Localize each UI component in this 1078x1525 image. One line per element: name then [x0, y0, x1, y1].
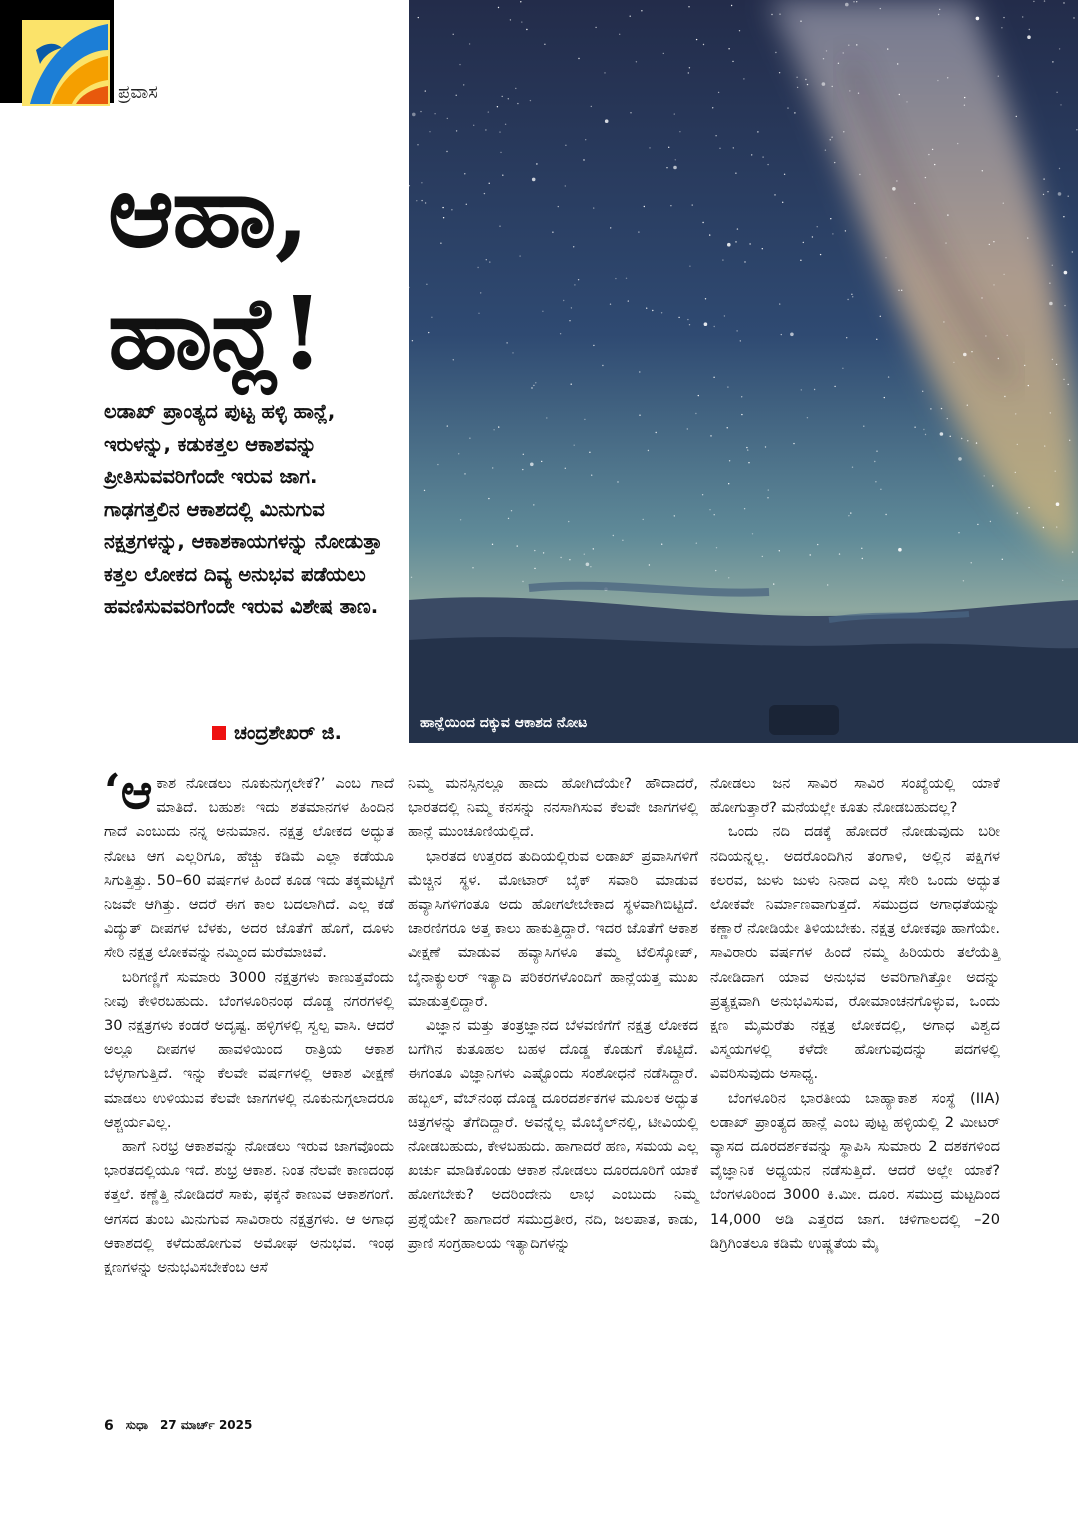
page-number: 6 — [104, 1418, 114, 1434]
drop-cap: ‘ಆ — [104, 764, 153, 820]
article-column-2 — [408, 772, 698, 1256]
paragraph: ಬೆಂಗಳೂರಿನ ಭಾರತೀಯ ಬಾಹ್ಯಾಕಾಶ ಸಂಸ್ಥೆ (IIA) ಲಡಾಖ್ ಪ್ರಾಂತ್ಯದ ಹಾನ್ಲೆ ಎಂಬ ಪುಟ್ಟ ಹಳ್ಳಿಯಲ್ಲಿ 2 ಮೀಟರ್ ವ್ಯಾಸದ ದೂರದರ್ಶಕವನ್ನು ಸ್ಥಾಪಿಸಿ ಸುಮಾರು 2 ದಶಕಗಳಿಂದ ವೈಜ್ಞಾನಿಕ ಅಧ್ಯಯನ ನಡೆಸುತ್ತಿದೆ. ಆದರೆ ಅಲ್ಲೇ ಯಾಕೆ? ಬೆಂಗಳೂರಿಂದ 3000 ಕಿ.ಮೀ. ದೂರ. ಸಮುದ್ರ ಮಟ್ಟದಿಂದ 14,000 ಅಡಿ ಎತ್ತರದ ಜಾಗ. ಚಳಿಗಾಲದಲ್ಲಿ –20 ಡಿಗ್ರಿಗಿಂತಲೂ ಕಡಿಮೆ ಉಷ್ಣತೆಯ ಮೈ — [710, 1089, 1000, 1252]
author-name: ಚಂದ್ರಶೇಖರ್ ಜಿ. — [234, 722, 342, 744]
issue-date: 27 ಮಾರ್ಚ್ 2025 — [159, 1418, 253, 1432]
magazine-logo — [22, 20, 110, 106]
intro-paragraph: ಲಡಾಖ್ ಪ್ರಾಂತ್ಯದ ಪುಟ್ಟ ಹಳ್ಳಿ ಹಾನ್ಲೆ, ಇರುಳನ್ನು, ಕಡುಕತ್ತಲ ಆಕಾಶವನ್ನು ಪ್ರೀತಿಸುವವರಿಗೆಂದೇ ಇರುವ ಜಾಗ. ಗಾಢಗತ್ತಲಿನ ಆಕಾಶದಲ್ಲಿ ಮಿನುಗುವ ನಕ್ಷತ್ರಗಳನ್ನು, ಆಕಾಶಕಾಯಗಳನ್ನು ನೋಡುತ್ತಾ ಕತ್ತಲ ಲೋಕದ ದಿವ್ಯ ಅನುಭವ ಪಡೆಯಲು ಹವಣಿಸುವವರಿಗೆಂದೇ ಇರುವ ವಿಶೇಷ ತಾಣ. — [104, 400, 383, 618]
paragraph — [104, 764, 394, 966]
paragraph: ವಿಜ್ಞಾನ ಮತ್ತು ತಂತ್ರಜ್ಞಾನದ ಬೆಳವಣಿಗೆಗೆ ನಕ್ಷತ್ರ ಲೋಕದ ಬಗೆಗಿನ ಕುತೂಹಲ ಬಹಳ ದೊಡ್ಡ ಕೊಡುಗೆ ಕೊಟ್ಟಿದೆ. ಈಗಂತೂ ವಿಜ್ಞಾನಿಗಳು ಎಷ್ಟೊಂದು ಸಂಶೋಧನೆ ನಡೆಸಿದ್ದಾರೆ. ಹಬ್ಬಲ್, ವೆಬ್‌ನಂಥ ದೊಡ್ಡ ದೂರದರ್ಶಕಗಳ ಮೂಲಕ ಅದ್ಭುತ ಚಿತ್ರಗಳನ್ನು ತೆಗೆದಿದ್ದಾರೆ. ಅವನ್ನೆಲ್ಲ ಮೊಬೈಲ್‌ನಲ್ಲಿ, ಟೀವಿಯಲ್ಲಿ ನೋಡಬಹುದು, ಕೇಳಬಹುದು. ಹಾಗಾದರೆ ಹಣ, ಸಮಯ ಎಲ್ಲ ಖರ್ಚು ಮಾಡಿಕೊಂಡು ಆಕಾಶ ನೋಡಲು ದೂರದೂರಿಗೆ ಯಾಕೆ ಹೋಗಬೇಕು? ಅದರಿಂದೇನು ಲಾಭ ಎಂಬುದು ನಿಮ್ಮ ಪ್ರಶ್ನೆಯೇ? ಹಾಗಾದರೆ ಸಮುದ್ರತೀರ, ನದಿ, ಜಲಪಾತ, ಕಾಡು, ಪ್ರಾಣಿ ಸಂಗ್ರಹಾಲಯ ಇತ್ಯಾದಿಗಳನ್ನು — [408, 1017, 698, 1252]
paragraph: ಹಾಗೆ ನಿರಭ್ರ ಆಕಾಶವನ್ನು ನೋಡಲು ಇರುವ ಜಾಗವೊಂದು ಭಾರತದಲ್ಲಿಯೂ ಇದೆ. ಶುಭ್ರ ಆಕಾಶ. ನಿಂತ ನೆಲವೇ ಕಾಣದಂಥ ಕತ್ತಲೆ. ಕಣ್ಣೆತ್ತಿ ನೋಡಿದರೆ ಸಾಕು, ಫಕ್ಕನೆ ಕಾಣುವ ಆಕಾಶಗಂಗೆ. ಆಗಸದ ತುಂಬ ಮಿನುಗುವ ಸಾವಿರಾರು ನಕ್ಷತ್ರಗಳು. ಆ ಅಗಾಧ ಆಕಾಶದಲ್ಲಿ ಕಳೆದುಹೋಗುವ ಅಮೋಘ ಅನುಭವ. ಇಂಥ ಕ್ಷಣಗಳನ್ನು ಅನುಭವಿಸಬೇಕೆಂಬ ಆಸೆ — [104, 1138, 394, 1277]
paragraph: ನೋಡಲು ಜನ ಸಾವಿರ ಸಾವಿರ ಸಂಖ್ಯೆಯಲ್ಲಿ ಯಾಕೆ ಹೋಗುತ್ತಾರೆ? ಮನೆಯಲ್ಲೇ ಕೂತು ನೋಡಬಹುದಲ್ಲ? — [710, 775, 1000, 817]
byline-marker — [212, 726, 226, 740]
paragraph: ಬರಿಗಣ್ಣಿಗೆ ಸುಮಾರು 3000 ನಕ್ಷತ್ರಗಳು ಕಾಣುತ್ತವೆಂದು ನೀವು ಕೇಳಿರಬಹುದು. ಬೆಂಗಳೂರಿನಂಥ ದೊಡ್ಡ ನಗರಗಳಲ್ಲಿ 30 ನಕ್ಷತ್ರಗಳು ಕಂಡರೆ ಅದೃಷ್ಟ. ಹಳ್ಳಿಗಳಲ್ಲಿ ಸ್ವಲ್ಪ ವಾಸಿ. ಆದರೆ ಅಲ್ಲೂ ದೀಪಗಳ ಹಾವಳಿಯಿಂದ ರಾತ್ರಿಯ ಆಕಾಶ ಬೆಳ್ಳಗಾಗುತ್ತಿದೆ. ಇನ್ನು ಕೆಲವೇ ವರ್ಷಗಳಲ್ಲಿ ಆಕಾಶ ವೀಕ್ಷಣೆ ಮಾಡಲು ಉಳಿಯುವ ಕೆಲವೇ ಜಾಗಗಳಲ್ಲಿ ನೂಕುನುಗ್ಗಲಾದರೂ ಆಶ್ಚರ್ಯವಿಲ್ಲ. — [104, 968, 394, 1131]
article-body — [104, 764, 1000, 1392]
night-sky-photo — [409, 0, 1078, 743]
article-column-3 — [710, 772, 1000, 1256]
headline-line-2: ಹಾನ್ಲೆ! — [108, 274, 322, 392]
paragraph: ಭಾರತದ ಉತ್ತರದ ತುದಿಯಲ್ಲಿರುವ ಲಡಾಖ್ ಪ್ರವಾಸಿಗಳಿಗೆ ಮೆಚ್ಚಿನ ಸ್ಥಳ. ಮೋಟಾರ್ ಬೈಕ್ ಸವಾರಿ ಮಾಡುವ ಹವ್ಯಾಸಿಗಳಿಗಂತೂ ಅದು ಹೋಗಲೇಬೇಕಾದ ಸ್ಥಳವಾಗಿಬಿಟ್ಟಿದೆ. ಚಾರಣಿಗರೂ ಅತ್ತ ಕಾಲು ಹಾಕುತ್ತಿದ್ದಾರೆ. ಇದರ ಜೊತೆಗೆ ಆಕಾಶ ವೀಕ್ಷಣೆ ಮಾಡುವ ಹವ್ಯಾಸಿಗಳೂ ತಮ್ಮ ಟೆಲಿಸ್ಕೋಪ್, ಬೈನಾಕ್ಯುಲರ್ ಇತ್ಯಾದಿ ಪರಿಕರಗಳೊಂದಿಗೆ ಹಾನ್ಲೆಯತ್ತ ಮುಖ ಮಾಡುತ್ತಲಿದ್ದಾರೆ. — [408, 847, 698, 1010]
magazine-name: ಸುಧಾ — [125, 1418, 148, 1432]
section-label: ಪ್ರವಾಸ — [118, 82, 158, 103]
photo-caption: ಹಾನ್ಲೆಯಿಂದ ದಕ್ಕುವ ಆಕಾಶದ ನೋಟ — [420, 715, 588, 731]
byline — [212, 722, 342, 744]
paragraph-text: ಕಾಶ ನೋಡಲು ನೂಕುನುಗ್ಗಲೇಕೆ?’ ಎಂಬ ಗಾದೆ ಮಾತಿದೆ. ಬಹುಶಃ ಇದು ಶತಮಾನಗಳ ಹಿಂದಿನ ಗಾದೆ ಎಂಬುದು ನನ್ನ ಅನುಮಾನ. ನಕ್ಷತ್ರ ಲೋಕದ ಅದ್ಭುತ ನೋಟ ಆಗ ಎಲ್ಲರಿಗೂ, ಹೆಚ್ಚು ಕಡಿಮೆ ಎಲ್ಲಾ ಕಡೆಯೂ ಸಿಗುತ್ತಿತ್ತು. 50–60 ವರ್ಷಗಳ ಹಿಂದೆ ಕೂಡ ಇದು ತಕ್ಕಮಟ್ಟಿಗೆ ನಿಜವೇ ಆಗಿತ್ತು. ಆದರೆ ಈಗ ಕಾಲ ಬದಲಾಗಿದೆ. ಎಲ್ಲ ಕಡೆ ವಿದ್ಯುತ್ ದೀಪಗಳ ಬೆಳಕು, ಅದರ ಜೊತೆಗೆ ಹೊಗೆ, ದೂಳು ಸೇರಿ ನಕ್ಷತ್ರ ಲೋಕವನ್ನು ನಮ್ಮಿಂದ ಮರೆಮಾಚಿವೆ. — [104, 775, 394, 962]
paragraph: ಒಂದು ನದಿ ದಡಕ್ಕೆ ಹೋದರೆ ನೋಡುವುದು ಬರೀ ನದಿಯನ್ನಲ್ಲ. ಅದರೊಂದಿಗಿನ ತಂಗಾಳಿ, ಅಲ್ಲಿನ ಪಕ್ಷಿಗಳ ಕಲರವ, ಜುಳು ಜುಳು ನಿನಾದ ಎಲ್ಲ ಸೇರಿ ಒಂದು ಅದ್ಭುತ ಲೋಕವೇ ನಿರ್ಮಾಣವಾಗುತ್ತದೆ. ಸಮುದ್ರದ ಅಗಾಧತೆಯನ್ನು ಕಣ್ಣಾರೆ ನೋಡಿಯೇ ತಿಳಿಯಬೇಕು. ನಕ್ಷತ್ರ ಲೋಕವೂ ಹಾಗೆಯೇ. ಸಾವಿರಾರು ವರ್ಷಗಳ ಹಿಂದೆ ನಮ್ಮ ಹಿರಿಯರು ತಲೆಯೆತ್ತಿ ನೋಡಿದಾಗ ಯಾವ ಅನುಭವ ಅವರಿಗಾಗಿತ್ತೋ ಅದನ್ನು ಪ್ರತ್ಯಕ್ಷವಾಗಿ ಅನುಭವಿಸುವ, ರೋಮಾಂಚನಗೊಳ್ಳುವ, ಒಂದು ಕ್ಷಣ ಮೈಮರೆತು ನಕ್ಷತ್ರ ಲೋಕದಲ್ಲಿ, ಅಗಾಧ ವಿಶ್ವದ ವಿಸ್ಮಯಗಳಲ್ಲಿ ಕಳೆದೇ ಹೋಗುವುದನ್ನು ಪದಗಳಲ್ಲಿ ವಿವರಿಸುವುದು ಅಸಾಧ್ಯ. — [710, 823, 1000, 1083]
page-footer — [104, 1418, 252, 1434]
paragraph: ನಿಮ್ಮ ಮನಸ್ಸಿನಲ್ಲೂ ಹಾದು ಹೋಗಿದೆಯೇ? ಹೌದಾದರೆ, ಭಾರತದಲ್ಲಿ ನಿಮ್ಮ ಕನಸನ್ನು ನನಸಾಗಿಸುವ ಕೆಲವೇ ಜಾಗಗಳಲ್ಲಿ ಹಾನ್ಲೆ ಮುಂಚೂಣಿಯಲ್ಲಿದೆ. — [408, 775, 698, 841]
article-column-1 — [104, 764, 394, 1280]
headline-line-1: ಆಹಾ, — [108, 152, 308, 270]
headline — [108, 150, 408, 394]
